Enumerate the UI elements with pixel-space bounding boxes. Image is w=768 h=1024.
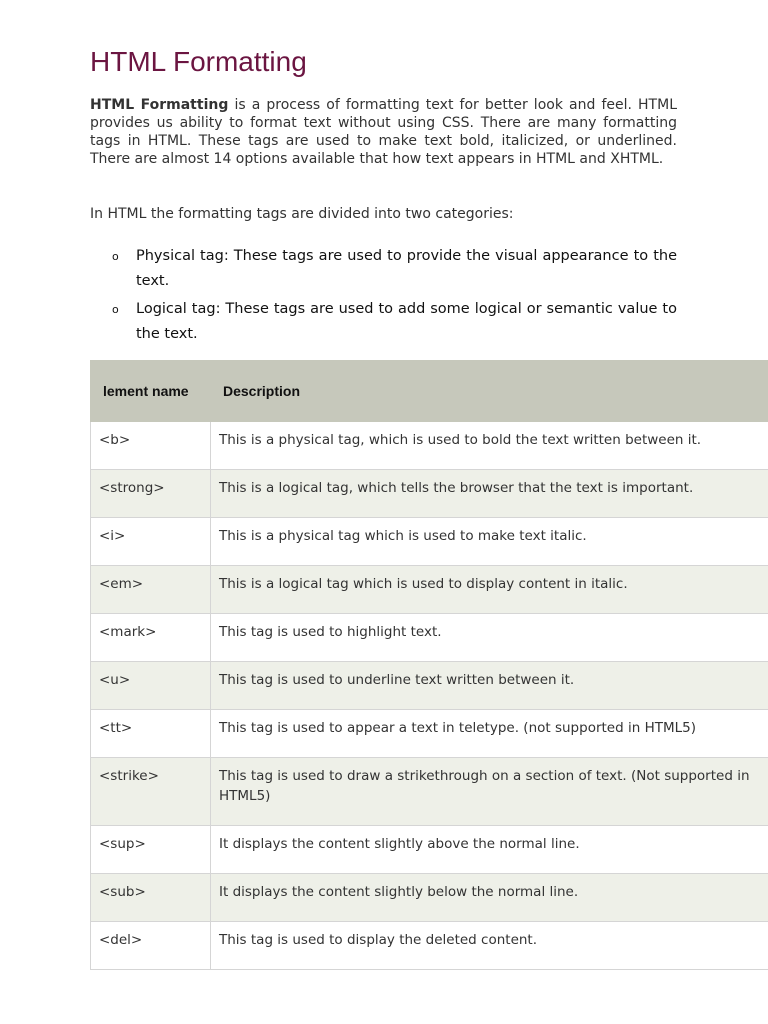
table-row	[91, 422, 768, 470]
table-row	[91, 922, 768, 970]
cell-element: <sub>	[91, 874, 211, 922]
cell-element: <i>	[91, 518, 211, 566]
table-row	[91, 826, 768, 874]
cell-element: <mark>	[91, 614, 211, 662]
header-element-name: lement name	[91, 361, 211, 422]
cell-description: This tag is used to draw a strikethrough on a section of text. (Not supported in HTML5)	[211, 758, 768, 826]
formatting-tags-table	[90, 360, 768, 970]
table-row	[91, 758, 768, 826]
table-row	[91, 518, 768, 566]
page-title: HTML Formatting	[90, 46, 307, 77]
cell-element: <sup>	[91, 826, 211, 874]
table-header-row	[91, 361, 768, 422]
cell-element: <strong>	[91, 470, 211, 518]
cell-element: <b>	[91, 422, 211, 470]
bullet-icon: o	[112, 250, 119, 263]
bullet-icon: o	[112, 303, 119, 316]
cell-description: This tag is used to highlight text.	[211, 614, 768, 662]
intro-bold-lead: HTML Formatting	[90, 97, 229, 113]
cell-description: This is a logical tag, which tells the browser that the text is important.	[211, 470, 768, 518]
list-item-physical-tag	[90, 244, 677, 294]
cell-description: It displays the content slightly below the normal line.	[211, 874, 768, 922]
table-row	[91, 614, 768, 662]
table-row	[91, 662, 768, 710]
cell-description: This is a logical tag which is used to display content in italic.	[211, 566, 768, 614]
list-item-text: Logical tag: These tags are used to add some logical or semantic value to the text.	[136, 301, 677, 342]
cell-description: It displays the content slightly above the normal line.	[211, 826, 768, 874]
list-item-logical-tag	[90, 297, 677, 347]
cell-element: <tt>	[91, 710, 211, 758]
table-row	[91, 710, 768, 758]
header-description: Description	[211, 361, 768, 422]
cell-element: <em>	[91, 566, 211, 614]
table-row	[91, 566, 768, 614]
cell-element: <u>	[91, 662, 211, 710]
cell-element: <strike>	[91, 758, 211, 826]
cell-description: This is a physical tag, which is used to bold the text written between it.	[211, 422, 768, 470]
intro-text: is a process of formatting text for better look and feel. HTML provides us ability to format text without using CSS. There are many formatting tags in HTML. These tags are used to make text bold, italicized, or underlined. There are almost 14 options available that how text appears in HTML and XHTML.	[90, 97, 677, 167]
cell-description: This tag is used to underline text written between it.	[211, 662, 768, 710]
formatting-tags-table-wrapper	[90, 360, 768, 970]
tag-type-list	[90, 244, 677, 350]
cell-description: This tag is used to display the deleted content.	[211, 922, 768, 970]
cell-description: This tag is used to appear a text in teletype. (not supported in HTML5)	[211, 710, 768, 758]
table-row	[91, 874, 768, 922]
cell-element: <del>	[91, 922, 211, 970]
intro-paragraph	[90, 96, 677, 168]
table-row	[91, 470, 768, 518]
categories-paragraph: In HTML the formatting tags are divided into two categories:	[90, 206, 514, 222]
list-item-text: Physical tag: These tags are used to provide the visual appearance to the text.	[136, 248, 677, 289]
cell-description: This is a physical tag which is used to make text italic.	[211, 518, 768, 566]
